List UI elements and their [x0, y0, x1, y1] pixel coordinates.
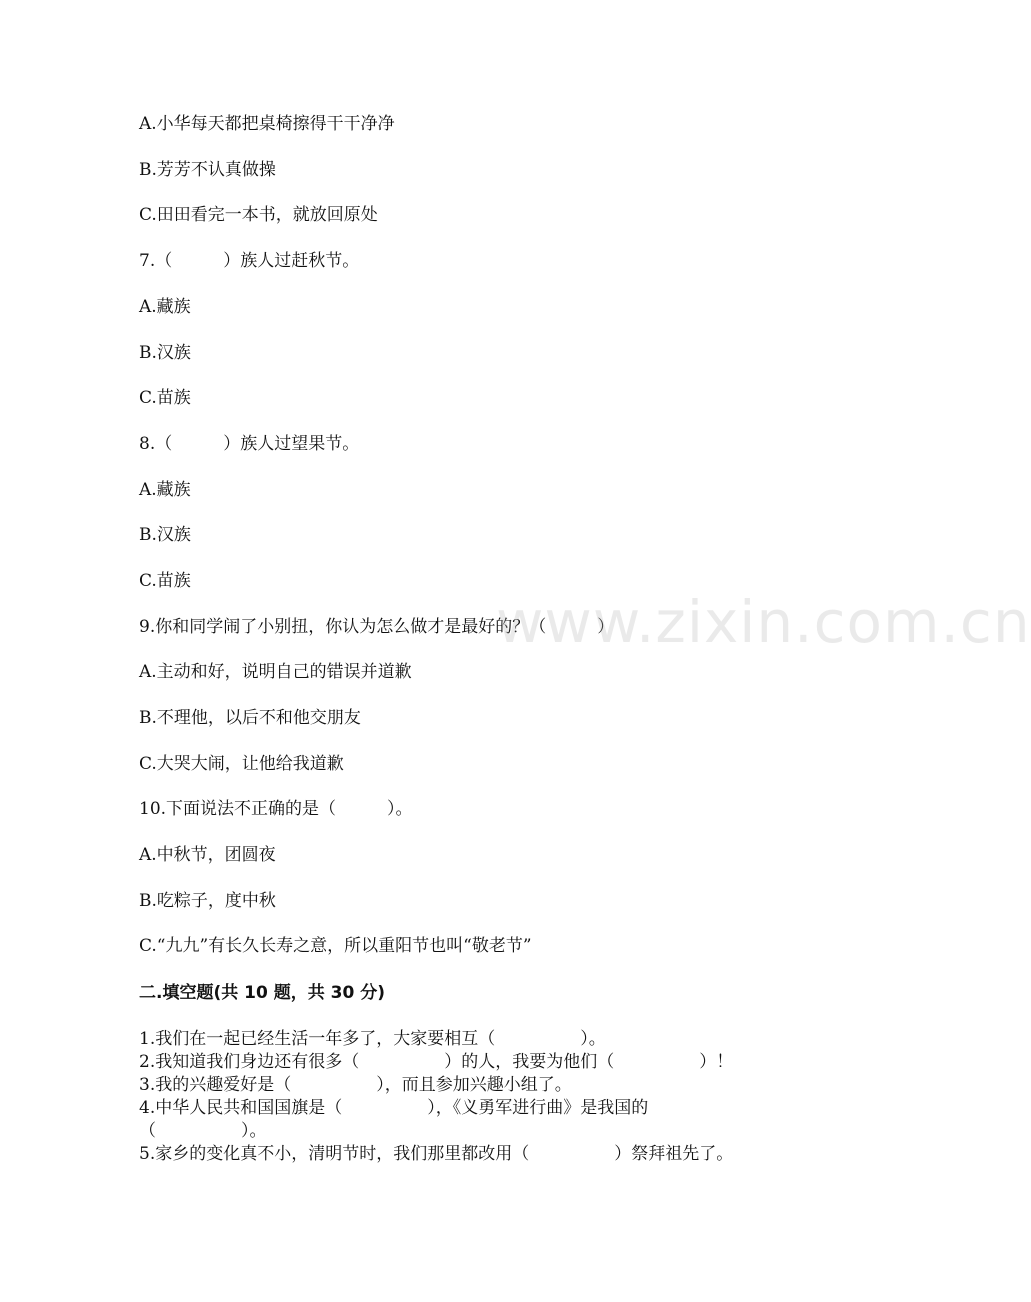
- q9-option-c: C.大哭大闹，让他给我道歉: [139, 754, 344, 774]
- fill-item-4-continued: （ ）。: [139, 1121, 267, 1141]
- q10-stem: 10.下面说法不正确的是（ ）。: [139, 799, 413, 819]
- q6-option-b: B.芳芳不认真做操: [139, 160, 276, 180]
- q7-option-a: A.藏族: [139, 297, 191, 317]
- q7-stem: 7.（ ）族人过赶秋节。: [139, 251, 360, 271]
- q8-option-c: C.苗族: [139, 571, 191, 591]
- fill-item-2: 2.我知道我们身边还有很多（ ）的人，我要为他们（ ）！: [139, 1052, 734, 1072]
- fill-item-3: 3.我的兴趣爱好是（ ），而且参加兴趣小组了。: [139, 1075, 572, 1095]
- fill-item-5: 5.家乡的变化真不小，清明节时，我们那里都改用（ ）祭拜祖先了。: [139, 1144, 734, 1164]
- q6-option-c: C.田田看完一本书，就放回原处: [139, 205, 378, 225]
- watermark: www.zixin.com.cn: [496, 588, 1031, 656]
- q6-option-a: A.小华每天都把桌椅擦得干干净净: [139, 114, 395, 134]
- q8-stem: 8.（ ）族人过望果节。: [139, 434, 360, 454]
- q10-option-c: C.“九九”有长久长寿之意，所以重阳节也叫“敬老节”: [139, 936, 532, 956]
- fill-section-heading: 二.填空题(共 10 题，共 30 分): [139, 983, 385, 1003]
- fill-item-4: 4.中华人民共和国国旗是（ ），《义勇军进行曲》是我国的: [139, 1098, 649, 1118]
- q10-option-b: B.吃粽子，度中秋: [139, 891, 276, 911]
- q9-option-a: A.主动和好，说明自己的错误并道歉: [139, 662, 412, 682]
- q9-stem: 9.你和同学闹了小别扭，你认为怎么做才是最好的？（ ）: [139, 617, 615, 637]
- q9-option-b: B.不理他，以后不和他交朋友: [139, 708, 361, 728]
- q7-option-c: C.苗族: [139, 388, 191, 408]
- q8-option-a: A.藏族: [139, 480, 191, 500]
- q10-option-a: A.中秋节，团圆夜: [139, 845, 276, 865]
- q8-option-b: B.汉族: [139, 525, 191, 545]
- fill-item-1: 1.我们在一起已经生活一年多了，大家要相互（ ）。: [139, 1029, 606, 1049]
- q7-option-b: B.汉族: [139, 343, 191, 363]
